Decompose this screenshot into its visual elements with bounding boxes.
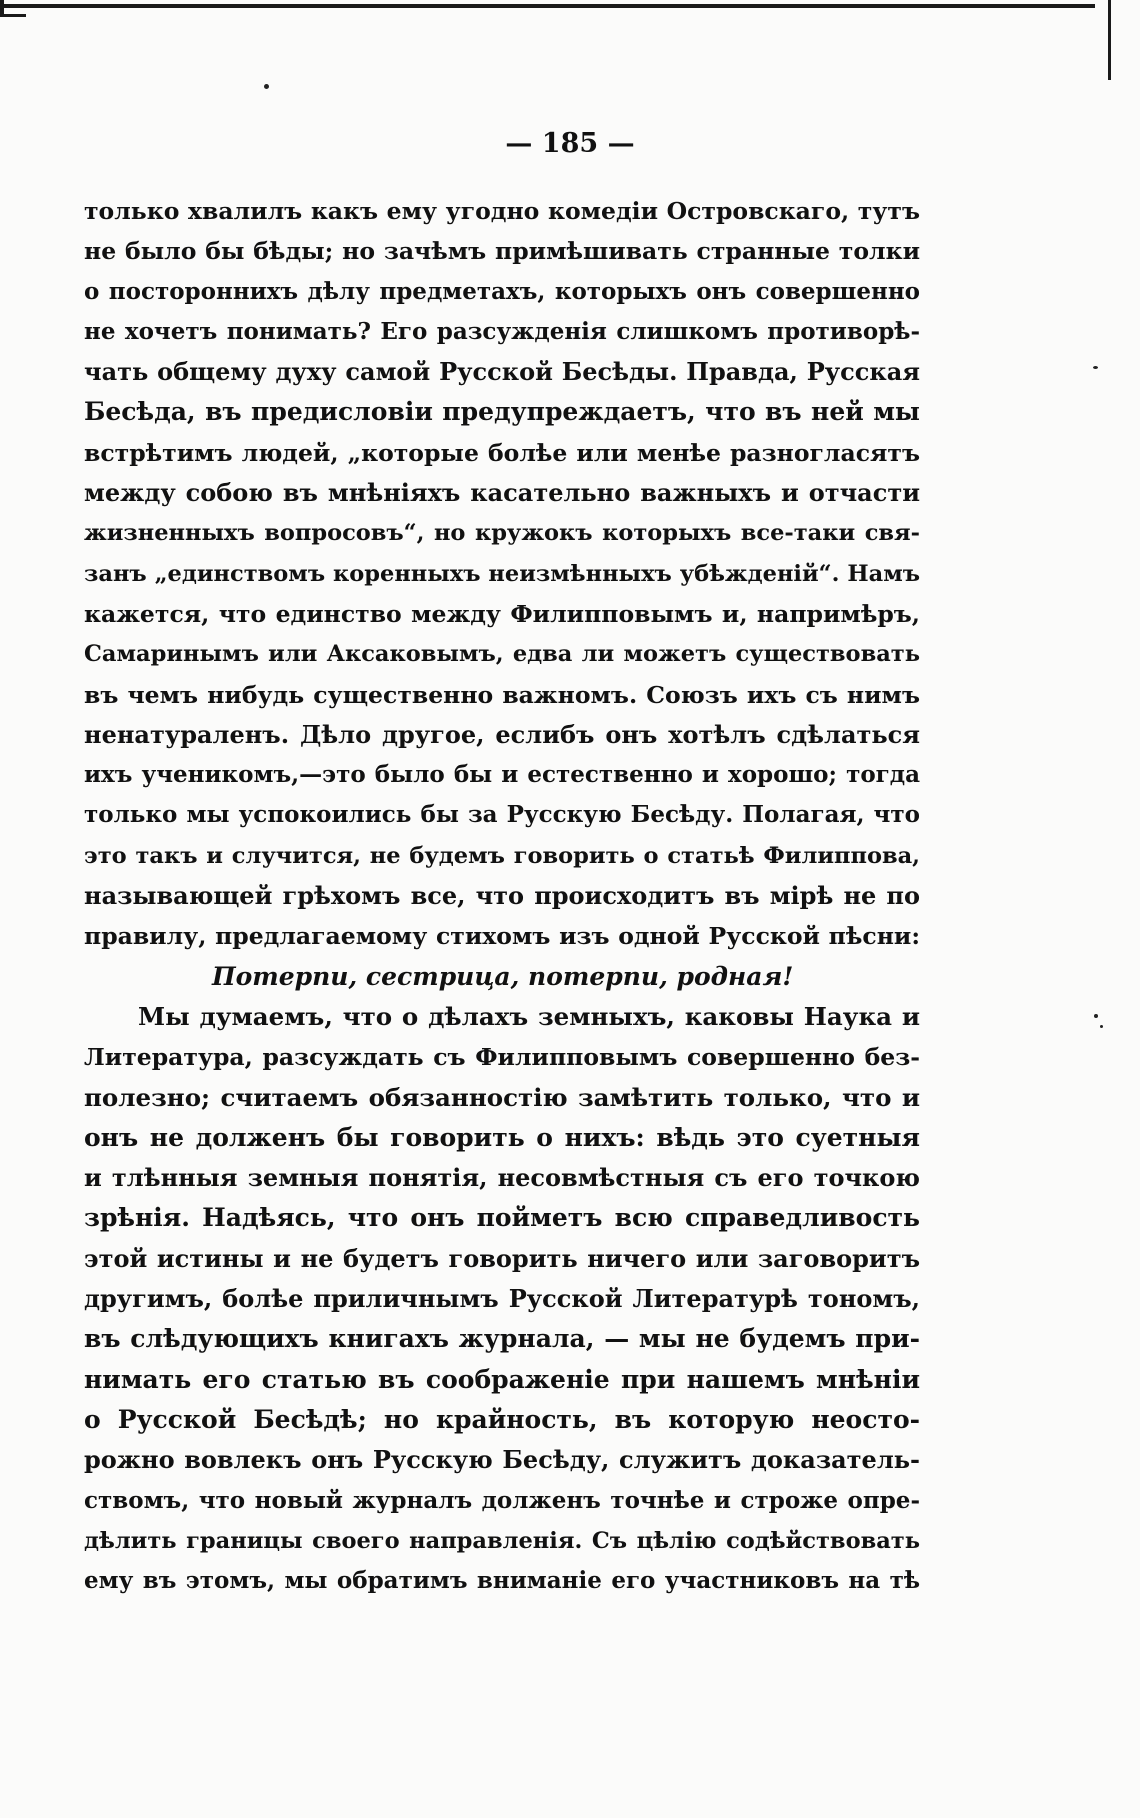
text-line: о Русской Бесѣдѣ; но крайность, въ которую неосто- bbox=[84, 1404, 920, 1434]
text-line: и тлѣнныя земныя понятія, несовмѣстныя съ его точкою bbox=[84, 1163, 920, 1193]
text-line: встрѣтимъ людей, „которые болѣе или менѣе разногласятъ bbox=[84, 438, 920, 467]
paragraph-start-line: Мы думаемъ, что о дѣлахъ земныхъ, каковы Наука и bbox=[138, 1001, 920, 1031]
text-line: другимъ, болѣе приличнымъ Русской Литературѣ тономъ, bbox=[84, 1284, 920, 1314]
text-line: дѣлить границы своего направленія. Съ цѣлію содѣйствовать bbox=[84, 1527, 920, 1554]
top-rule bbox=[0, 4, 1095, 8]
text-line: о постороннихъ дѣлу предметахъ, которыхъ онъ совершенно bbox=[84, 277, 920, 305]
verse-line: Потерпи, сестрица, потерпи, родная! bbox=[212, 961, 794, 991]
text-line: ему въ этомъ, мы обратимъ вниманіе его участниковъ на тѣ bbox=[84, 1567, 920, 1595]
text-line: между собою въ мнѣніяхъ касательно важныхъ и отчасти bbox=[84, 478, 920, 508]
text-line: только мы успокоились бы за Русскую Бесѣду. Полагая, что bbox=[84, 801, 920, 829]
text-line: жизненныхъ вопросовъ“, но кружокъ которыхъ все-таки свя- bbox=[84, 520, 920, 547]
text-line: правилу, предлагаемому стихомъ изъ одной Русской пѣсни: bbox=[84, 922, 920, 951]
text-line: нимать его статью въ соображеніе при нашемъ мнѣніи bbox=[84, 1364, 920, 1394]
text-line: зрѣнія. Надѣясь, что онъ пойметъ всю справедливость bbox=[84, 1203, 920, 1233]
text-line: называющей грѣхомъ все, что происходитъ въ мірѣ не по bbox=[84, 881, 920, 911]
page-number: — 185 — bbox=[505, 128, 635, 159]
text-line: Бесѣда, въ предисловіи предупреждаетъ, что въ ней мы bbox=[84, 397, 920, 427]
speck bbox=[264, 84, 269, 89]
text-line: онъ не долженъ бы говорить о нихъ: вѣдь это суетныя bbox=[84, 1122, 920, 1152]
text-line: кажется, что единство между Филипповымъ и, напримѣръ, bbox=[84, 599, 920, 628]
text-line: Самаринымъ или Аксаковымъ, едва ли можетъ существовать bbox=[84, 641, 920, 668]
text-line: въ слѣдующихъ книгахъ журнала, — мы не будемъ при- bbox=[84, 1324, 920, 1354]
text-line: въ чемъ нибудь существенно важномъ. Союзъ ихъ съ нимъ bbox=[84, 680, 920, 709]
text-line: рожно вовлекъ онъ Русскую Бесѣду, служитъ доказатель- bbox=[84, 1445, 920, 1475]
text-line: это такъ и случится, не будемъ говорить о статьѣ Филиппова, bbox=[84, 842, 920, 869]
text-line: ненатураленъ. Дѣло другое, еслибъ онъ хотѣлъ сдѣлаться bbox=[84, 719, 920, 749]
text-line: ихъ ученикомъ,—это было бы и естественно и хорошо; тогда bbox=[84, 761, 920, 789]
speck bbox=[1093, 366, 1098, 369]
text-line: ствомъ, что новый журналъ долженъ точнѣе и строже опре- bbox=[84, 1486, 920, 1514]
text-line: полезно; считаемъ обязанностію замѣтить только, что и bbox=[84, 1082, 920, 1112]
text-line: не хочетъ понимать? Его разсужденія слишкомъ противорѣ- bbox=[84, 317, 920, 345]
speck bbox=[1100, 1025, 1103, 1028]
text-line: не было бы бѣды; но зачѣмъ примѣшивать странные толки bbox=[84, 237, 920, 266]
speck bbox=[1094, 1014, 1098, 1018]
text-line: занъ „единствомъ коренныхъ неизмѣнныхъ убѣжденій“. Намъ bbox=[84, 560, 920, 587]
body-text bbox=[84, 191, 920, 1601]
text-line: только хвалилъ какъ ему угодно комедіи Островскаго, тутъ bbox=[84, 197, 920, 225]
corner-mark bbox=[0, 0, 26, 17]
right-margin-rule bbox=[1108, 0, 1111, 80]
text-line: чать общему духу самой Русской Бесѣды. Правда, Русская bbox=[84, 357, 920, 387]
text-line: этой истины и не будетъ говорить ничего или заговоритъ bbox=[84, 1243, 920, 1273]
text-line: Литература, разсуждать съ Филипповымъ совершенно без- bbox=[84, 1043, 920, 1072]
